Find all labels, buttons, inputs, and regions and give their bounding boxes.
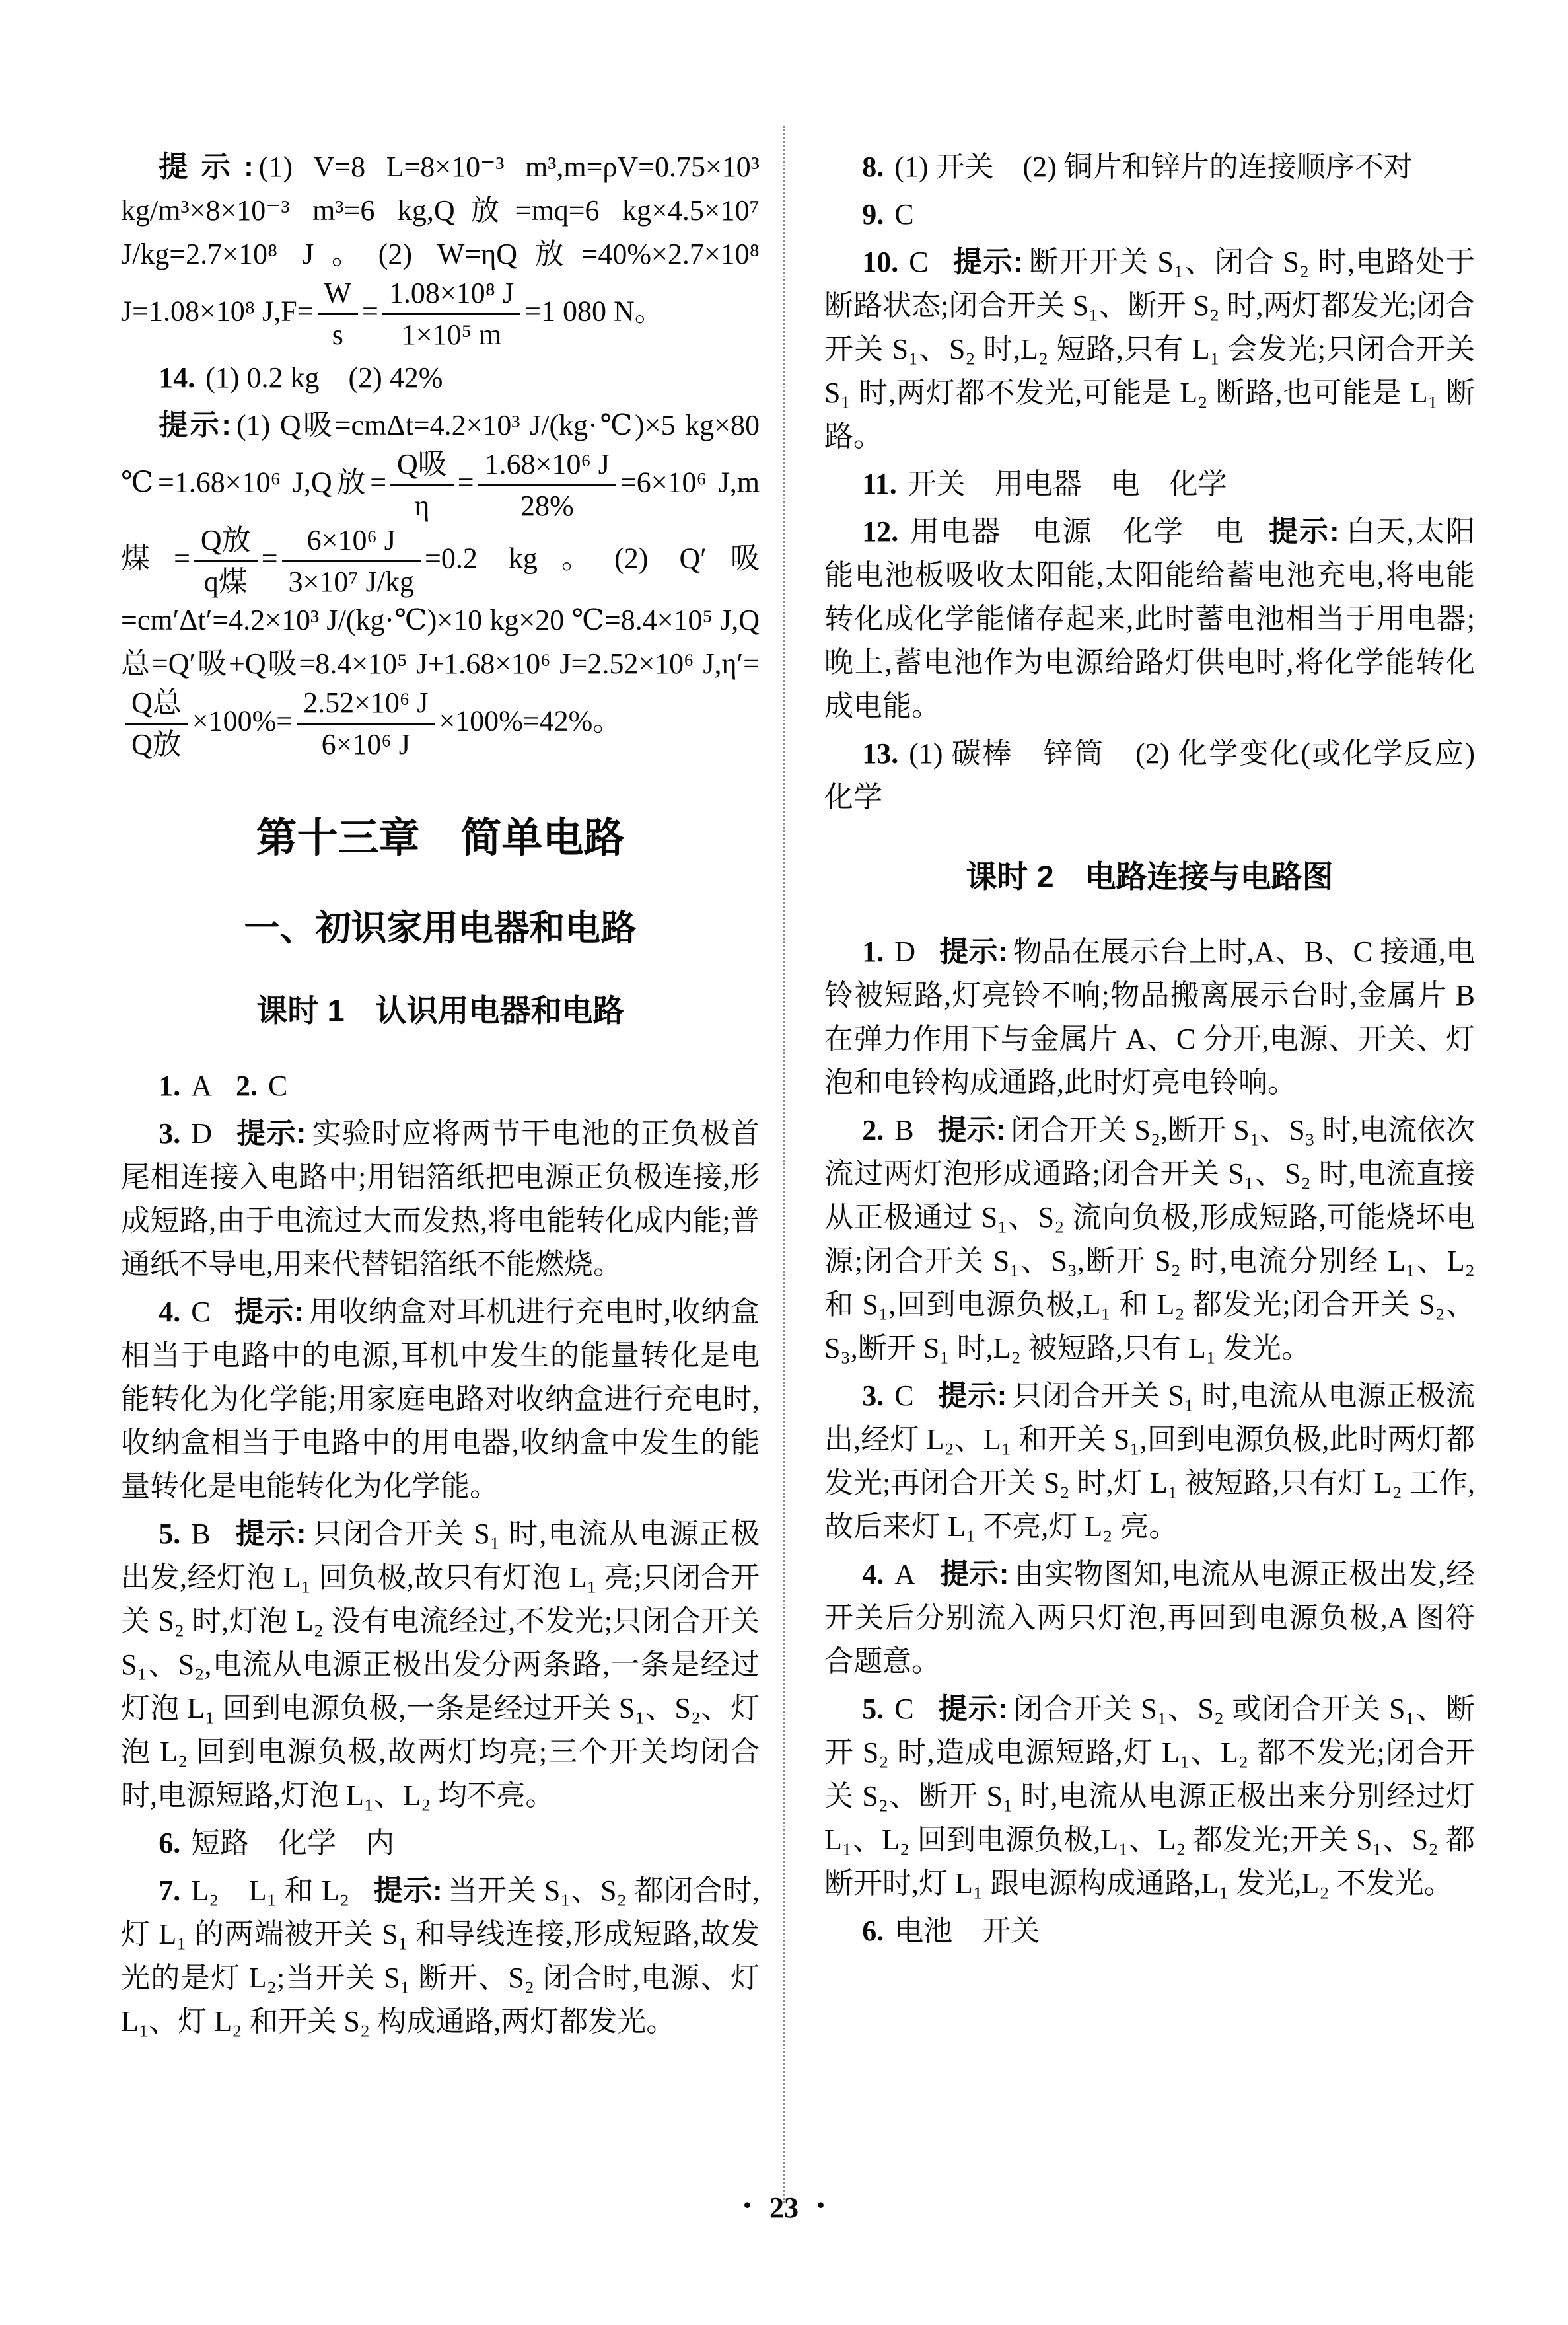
question-number: 6. — [159, 1827, 181, 1860]
fraction — [318, 276, 359, 352]
answer-hint — [824, 930, 1475, 1105]
fraction-numerator: W — [318, 276, 359, 315]
answer-text: C — [267, 1070, 288, 1103]
section-heading: 一、初识家用电器和电路 — [244, 908, 637, 949]
hint-text: 由实物图知,电流从电源正极出发,经开关后分别流入两只灯泡,再回到电源负极,A 图符合题意。 — [824, 1558, 1476, 1678]
answer-line — [824, 732, 1504, 819]
hint-text: = — [362, 295, 378, 328]
hint-label: 提示: — [952, 246, 1023, 278]
footer-right-dot-icon: • — [817, 2193, 825, 2217]
answer-text: B — [191, 1518, 211, 1551]
hint-text: 断开开关 S₁、闭合 S₂ 时,电路处于断路状态;闭合开关 S₁、断开 S₂ 时,两灯都发光;闭合开关 S₁、S₂ 时,L₂ 短路,只有 L₁ 会发光;只闭合开关 S₁ 时,两灯都不发光,可能是 L₂ 断路,也可能是 L₁ 断路。 — [824, 246, 1475, 453]
hint-label: 提示: — [937, 1693, 1008, 1725]
answer-hint — [824, 240, 1475, 459]
hint-text: 闭合开关 S₂,断开 S₁、S₃ 时,电流依次流过两灯泡形成通路;闭合开关 S₁、S₂ 时,电流直接从正极通过 S₁、S₂ 流向负极,形成短路,可能烧坏电源;闭合开关 S₁、S₃,断开 S₂ 时,电流分别经 L₁、L₂ 和 S₁,回到电源负极,L₁ 和 L₂ 都发光;闭合开关 S₂、S₃,断开 S₁ 时,L₂ 被短路,只有 L₁ 发光。 — [824, 1114, 1476, 1364]
hint-label: 提示: — [937, 1380, 1007, 1412]
answer-text: C — [894, 1693, 914, 1725]
answer-text: C — [191, 1296, 211, 1329]
fraction-denominator: s — [332, 318, 343, 351]
fraction-denominator: Q放 — [131, 728, 182, 761]
question-number: 5. — [862, 1693, 884, 1725]
fraction — [478, 447, 616, 523]
hint-text: = — [457, 466, 474, 499]
fraction-denominator: 1×10⁵ m — [401, 318, 502, 351]
answer-text: C — [894, 198, 914, 231]
fraction — [194, 523, 258, 599]
answer-text: L₂ L₁ 和 L₂ — [191, 1874, 350, 1907]
question-number: 2. — [235, 1070, 258, 1103]
answer-hint — [824, 1109, 1475, 1370]
hint-label: 提示: — [159, 408, 231, 441]
question-number: 3. — [159, 1117, 181, 1150]
hint-text: 白天,太阳能电池板吸收太阳能,太阳能给蓄电池充电,将电能转化成化学能储存起来,此时蓄电池相当于用电器;晚上,蓄电池作为电源给路灯供电时,将化学能转化成电能。 — [824, 515, 1476, 722]
hint-label: 提示: — [939, 1558, 1009, 1590]
question-number: 7. — [159, 1874, 181, 1907]
question-number: 9. — [862, 198, 884, 231]
lesson-2-heading: 课时 2 电路连接与电路图 — [966, 859, 1334, 894]
hint-text: 物品在展示台上时,A、B、C 接通,电铃被短路,灯亮铃不响;物品搬离展示台时,金属片 B 在弹力作用下与金属片 A、C 分开,电源、开关、灯泡和电铃构成通路,此时灯亮电铃响。 — [824, 936, 1475, 1099]
answer-text: C — [909, 246, 929, 278]
right-column — [824, 145, 1504, 1957]
column-divider — [783, 126, 785, 2203]
answer-line — [121, 1822, 760, 1865]
hint-text: 闭合开关 S₁、S₂ 或闭合开关 S₁、断开 S₂ 时,造成电源短路,灯 L₁、L₂ 都不发光;闭合开关 S₂、断开 S₁ 时,电流从电源正极出来分别经过灯 L₁、L₂ 回到电源负极,L₁、L₂ 都发光;开关 S₁、S₂ 都断开时,灯 L₁ 跟电源构成通路,L₁ 发光,L₂ 不发光。 — [824, 1693, 1475, 1900]
hint-text: 只闭合开关 S₁ 时,电流从电源正极流出,经灯 L₂、L₁ 和开关 S₁,回到电源负极,此时两灯都发光;再闭合开关 S₂ 时,灯 L₁ 被短路,只有灯 L₂ 工作,故后来灯 L₁ 不亮,灯 L₂ 亮。 — [824, 1380, 1475, 1543]
answer-text: A — [191, 1070, 212, 1103]
hint-text: 实验时应将两节干电池的正负极首尾相连接入电路中;用铝箔纸把电源正负极连接,形成短路,由于电流过大而发热,将电能转化成内能;普通纸不导电,用来代替铝箔纸不能燃烧。 — [121, 1117, 760, 1281]
lesson-1-heading: 课时 1 认识用电器和电路 — [256, 993, 624, 1029]
hint-paragraph — [121, 145, 760, 352]
answer-text: D — [894, 936, 915, 968]
fraction — [390, 447, 454, 523]
hint-label: 提示: — [1268, 515, 1339, 548]
answer-line — [824, 193, 1475, 237]
answer-line — [824, 1909, 1475, 1953]
left-column — [121, 145, 760, 2048]
hint-text: =6×10⁶ J,m煤= — [121, 466, 760, 575]
answer-hint — [824, 1687, 1475, 1905]
question-number: 13. — [862, 737, 899, 770]
answer-text: 开关 用电器 电 化学 — [907, 468, 1227, 500]
answer-text: C — [894, 1380, 914, 1412]
hint-text: (1) V=8 L=8×10⁻³ m³,m=ρV=0.75×10³ kg/m³×8×10⁻³ m³=6 kg,Q放=mq=6 kg×4.5×10⁷ J/kg=2.7×10⁸ J。(2) W=ηQ放=40%×2.7×10⁸ J=1.08×10⁸ J,F= — [121, 151, 760, 328]
answer-hint — [824, 1553, 1475, 1683]
hint-text: ×100%=42%。 — [439, 704, 622, 737]
fraction-numerator: 2.52×10⁶ J — [297, 686, 435, 725]
hint-label: 提示: — [234, 1296, 304, 1329]
hint-text: 用收纳盒对耳机进行充电时,收纳盒相当于电路中的电源,耳机中发生的能量转化是电能转化为化学能;用家庭电路对收纳盒进行充电时,收纳盒相当于电路中的用电器,收纳盒中发生的能量转化是电能转化为化学能。 — [121, 1296, 760, 1503]
hint-label: 提示: — [234, 1518, 306, 1551]
answer-line — [824, 145, 1475, 189]
fraction-numerator: Q总 — [125, 686, 188, 725]
question-number: 5. — [159, 1518, 181, 1551]
answer-text: 短路 化学 内 — [191, 1827, 395, 1860]
answer-line — [121, 1064, 760, 1108]
answer-text: D — [191, 1117, 212, 1150]
answer-text: (1) 0.2 kg (2) 42% — [205, 361, 443, 394]
hint-text: (1) Q吸=cmΔt=4.2×10³ J/(kg·℃)×5 kg×80 ℃=1.68×10⁶ J,Q放= — [121, 408, 760, 499]
answer-text: 用电器 电源 化学 电 — [909, 515, 1245, 548]
chapter-heading: 第十三章 简单电路 — [256, 815, 625, 862]
answer-text: (1) 开关 (2) 铜片和锌片的连接顺序不对 — [894, 151, 1413, 183]
question-number: 3. — [862, 1380, 884, 1412]
answer-line — [121, 356, 760, 400]
answer-hint — [121, 1512, 760, 1818]
page-number: 23 — [769, 2192, 799, 2224]
hint-text: = — [261, 542, 278, 575]
hint-text: =1 080 N。 — [524, 295, 664, 328]
question-number: 6. — [862, 1915, 884, 1947]
fraction-numerator: 1.68×10⁶ J — [478, 447, 616, 486]
answer-hint — [824, 510, 1475, 728]
hint-paragraph — [121, 404, 760, 762]
page-footer — [0, 2191, 1568, 2225]
answer-text: A — [894, 1558, 915, 1590]
footer-left-dot-icon: • — [743, 2193, 751, 2217]
hint-text: 只闭合开关 S₁ 时,电流从电源正极出发,经灯泡 L₁ 回负极,故只有灯泡 L₁ 亮;只闭合开关 S₂ 时,灯泡 L₂ 没有电流经过,不发光;只闭合开关 S₁、S₂,电流从电源正极出发分两条路,一条是经过灯泡 L₁ 回到电源负极,一条是经过开关 S₁、S₂、灯泡 L₂ 回到电源负极,故两灯均亮;三个开关均闭合时,电源短路,灯泡 L₁、L₂ 均不亮。 — [121, 1518, 760, 1812]
fraction — [282, 523, 421, 599]
fraction-numerator: Q放 — [194, 523, 258, 562]
hint-label: 提示: — [939, 936, 1008, 968]
question-number: 14. — [159, 361, 196, 394]
question-number: 1. — [862, 936, 884, 968]
question-number: 8. — [862, 151, 884, 183]
fraction-numerator: Q吸 — [390, 447, 454, 486]
hint-text: ×100%= — [192, 704, 293, 737]
hint-text: 当开关 S₁、S₂ 都闭合时,灯 L₁ 的两端被开关 S₁ 和导线连接,形成短路,故发光的是灯 L₂;当开关 S₁ 断开、S₂ 闭合时,电源、灯 L₁、灯 L₂ 和开关 S₂ 构成通路,两灯都发光。 — [121, 1874, 760, 2038]
answer-line — [824, 462, 1475, 506]
fraction-denominator: 28% — [520, 489, 574, 522]
answer-hint — [121, 1869, 760, 2044]
hint-label: 提示: — [235, 1117, 306, 1150]
hint-text: =0.2 kg。(2) Q′吸=cm′Δt′=4.2×10³ J/(kg·℃)×10 kg×20 ℃=8.4×10⁵ J,Q总=Q′吸+Q吸=8.4×10⁵ J+1.68×10⁶ J=2.52×10⁶ J,η′= — [121, 542, 760, 681]
fraction-numerator: 6×10⁶ J — [282, 523, 421, 562]
fraction-denominator: η — [414, 489, 430, 522]
hint-label: 提示: — [159, 151, 254, 183]
question-number: 2. — [862, 1114, 884, 1146]
hint-label: 提示: — [937, 1114, 1006, 1146]
question-number: 1. — [159, 1070, 181, 1103]
answer-hint — [121, 1112, 760, 1286]
fraction-denominator: 3×10⁷ J/kg — [288, 565, 415, 598]
question-number: 12. — [862, 515, 899, 548]
question-number: 4. — [862, 1558, 884, 1590]
fraction — [382, 276, 520, 352]
answer-text: B — [894, 1114, 914, 1146]
answer-hint — [121, 1290, 760, 1508]
question-number: 4. — [159, 1296, 181, 1329]
hint-label: 提示: — [373, 1874, 443, 1907]
question-number: 10. — [862, 246, 899, 278]
fraction-numerator: 1.08×10⁸ J — [382, 276, 520, 315]
answer-text: (1) 碳棒 锌筒 (2) 化学变化(或化学反应) 化学 — [824, 737, 1504, 813]
answer-hint — [824, 1374, 1475, 1549]
question-number: 11. — [862, 468, 897, 500]
fraction-denominator: 6×10⁶ J — [321, 728, 410, 761]
fraction — [125, 686, 188, 762]
fraction — [297, 686, 435, 762]
fraction-denominator: q煤 — [203, 565, 248, 598]
answer-text: 电池 开关 — [894, 1915, 1040, 1947]
